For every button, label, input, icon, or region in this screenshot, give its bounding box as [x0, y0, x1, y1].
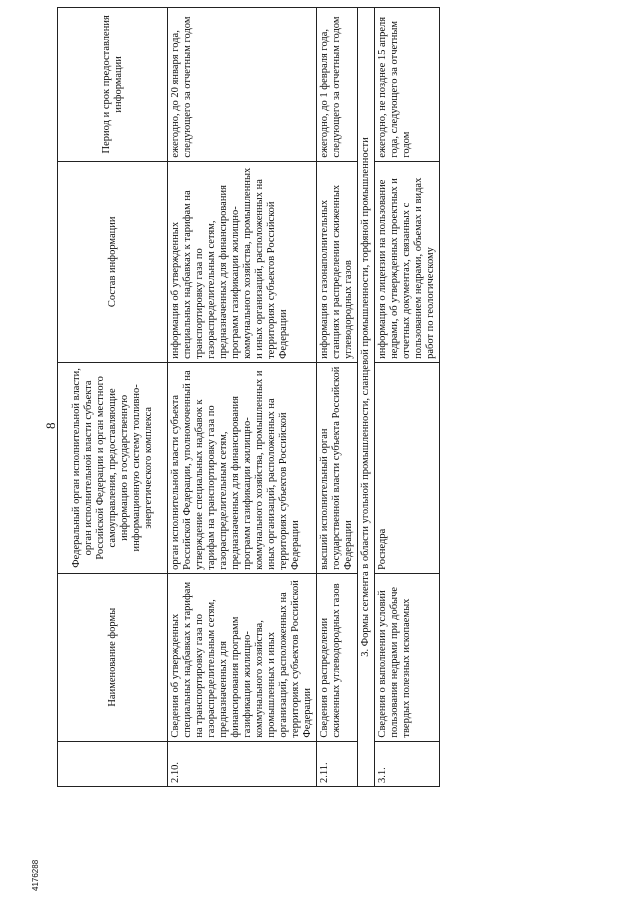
row-authority: орган исполнительной власти субъекта Российской Федерации, уполномоченный на утверждение специальных надбавок к тарифам на транспортировку газа по газораспределительным сетям, предназначенных для финансирования программ газификации жилищно-коммунального хозяйства, промышленных и иных организаций, расположенных на территориях субъектов Российской Федерации	[168, 362, 317, 573]
row-period: ежегодно, не позднее 15 апреля года, следующего за отчетным годом	[375, 8, 440, 162]
row-number: 3.1.	[375, 741, 440, 786]
row-number: 2.10.	[168, 741, 317, 786]
page-number: 8	[43, 422, 58, 429]
table-row	[375, 8, 440, 787]
row-composition: информация о лицензии на пользование недрами, об утвержденных проектных и отчетных документах, связанных с пользованием недрами, объемах и видах работ по геологическому	[375, 161, 440, 362]
row-number: 2.11.	[317, 741, 358, 786]
row-form-name: Сведения о распределении сжиженных углеводородных газов	[317, 573, 358, 741]
forms-table	[57, 7, 440, 787]
row-form-name: Сведения о выполнении условий пользования недрами при добыче твердых полезных ископаемых	[375, 573, 440, 741]
header-number-cell	[58, 741, 168, 786]
row-form-name: Сведения об утвержденных специальных надбавках к тарифам на транспортировку газа по газораспределительным сетям, предназначенных для финансирования программ газификации жилищно-коммунального хозяйства, промышленных и иных организаций, расположенных на территориях субъектов Российской Федерации	[168, 573, 317, 741]
section-title: 3. Формы сегмента в области угольной промышленности, сланцевой промышленности, торфяной промышленности	[358, 8, 375, 787]
header-period: Период и срок предоставления информации	[58, 8, 168, 162]
header-composition: Состав информации	[58, 161, 168, 362]
section-heading-row	[358, 8, 375, 787]
header-form-name: Наименование формы	[58, 573, 168, 741]
row-authority: высший исполнительный орган государственной власти субъекта Российской Федерации	[317, 362, 358, 573]
row-period: ежегодно, до 1 февраля года, следующего за отчетным годом	[317, 8, 358, 162]
forms-table-frame	[57, 7, 557, 787]
row-composition: информация о газонаполнительных станциях и распределении сжиженных углеводородных газов	[317, 161, 358, 362]
header-row	[58, 8, 168, 787]
row-composition: информация об утвержденных специальных надбавках к тарифам на транспортировку газа по газораспределительным сетям, предназначенных для финансирования программ газификации жилищно-коммунального хозяйства, промышленных и иных организаций, расположенных на территориях субъектов Российской Федерации	[168, 161, 317, 362]
row-period: ежегодно, до 20 января года, следующего за отчетным годом	[168, 8, 317, 162]
header-authority: Федеральный орган исполнительной власти, орган исполнительной власти субъекта Российской Федерации и орган местного самоуправления, предоставляющие информацию в государственную информационную систему топливно-энергетического комплекса	[58, 362, 168, 573]
document-stamp: 4176288	[31, 859, 40, 891]
row-authority: Роснедра	[375, 362, 440, 573]
table-row	[168, 8, 317, 787]
table-row	[317, 8, 358, 787]
